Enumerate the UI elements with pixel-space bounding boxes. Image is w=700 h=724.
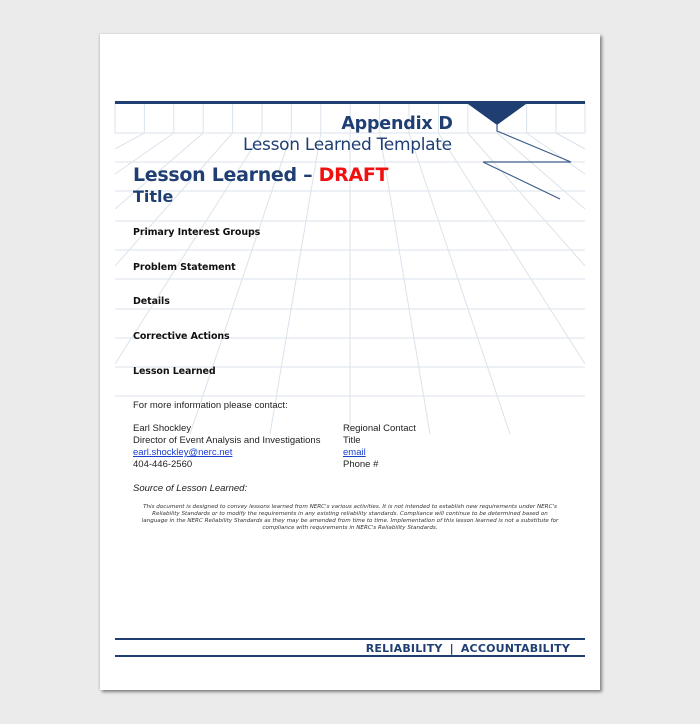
footer-top-rule [115, 638, 585, 640]
primary-contact-email-link[interactable]: earl.shockley@nerc.net [133, 447, 233, 458]
contact-intro: For more information please contact: [133, 400, 288, 411]
disclaimer-text: This document is designed to convey lessons learned from NERC's various activities. It is not intended to establish new requirements under NERC's Reliability Standards or to modify the requirements in any existing reliability standards. Compliance will continue to be determined based on language in the NERC Reliability Standards as they may be amended from time to time. Implementation of this lesson learned is not a substitute for compliance with requirements in NERC's Reliability Standards. [141, 504, 559, 531]
primary-contact-title: Director of Event Analysis and Investigations [133, 435, 321, 446]
title-placeholder: Title [133, 187, 174, 206]
regional-contact-title: Title [343, 435, 361, 446]
section-lesson-learned: Lesson Learned [133, 366, 216, 377]
source-of-lesson-label: Source of Lesson Learned: [133, 483, 248, 494]
document-page [100, 34, 600, 690]
section-corrective-actions: Corrective Actions [133, 331, 230, 342]
footer-reliability: RELIABILITY [365, 642, 443, 655]
footer-accountability: ACCOUNTABILITY [460, 642, 570, 655]
footer-tagline [366, 642, 570, 655]
regional-contact-name: Regional Contact [343, 423, 416, 434]
regional-contact-phone: Phone # [343, 459, 379, 470]
primary-contact-phone: 404-446-2560 [133, 459, 193, 470]
footer-separator: | [449, 642, 454, 655]
template-title: Lesson Learned Template [243, 135, 452, 155]
regional-contact-email-link[interactable]: email [343, 447, 366, 458]
primary-contact [133, 423, 320, 471]
appendix-label: Appendix D [341, 114, 453, 134]
title-prefix: Lesson Learned – [133, 164, 319, 186]
primary-contact-name: Earl Shockley [133, 423, 192, 434]
footer-bottom-rule [115, 655, 585, 657]
appendix-heading [100, 114, 600, 134]
lesson-learned-title [133, 164, 388, 186]
draft-status-badge: DRAFT [318, 164, 389, 186]
section-problem-statement: Problem Statement [133, 262, 236, 273]
section-primary-interest-groups: Primary Interest Groups [133, 227, 261, 238]
regional-contact [343, 423, 416, 471]
section-details: Details [133, 296, 170, 307]
